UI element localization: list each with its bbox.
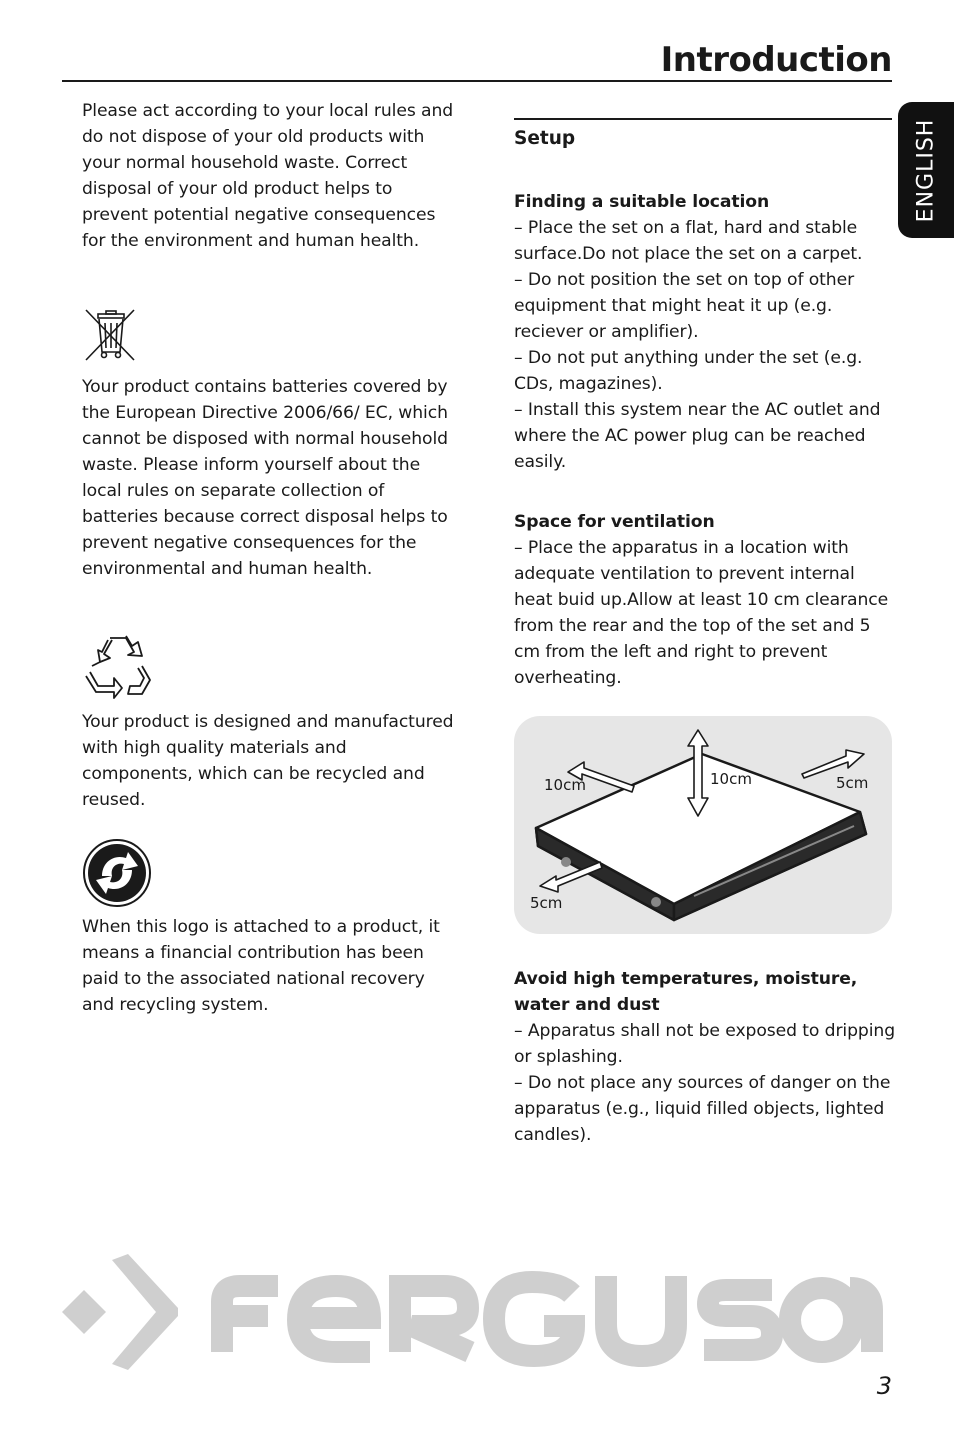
battery-paragraph: Your product contains batteries covered by the European Directive 2006/66/ EC, which cannot be disposed with normal household waste. Please inform yourself about the local rules on separate collection of batteries because correct disposal helps to prevent negative consequences for the environmental and human health.: [82, 377, 448, 579]
page-title: Introduction: [660, 40, 892, 80]
hazards-line: – Do not place any sources of danger on the apparatus (e.g., liquid filled objects, lighted candles).: [514, 1073, 891, 1145]
hazards-section: [514, 966, 896, 1148]
location-line: – Place the set on a flat, hard and stable surface.Do not place the set on a carpet.: [514, 218, 863, 264]
recyclable-paragraph: Your product is designed and manufactured with high quality materials and components, which can be recycled and reused.: [82, 712, 454, 810]
header-divider: [62, 80, 892, 82]
disposal-paragraph: Please act according to your local rules and do not dispose of your old products with your normal household waste. Correct disposal of your old product helps to prevent potential negative consequences for the environment and human health.: [82, 101, 454, 251]
location-section: [514, 189, 896, 475]
language-tab: [898, 102, 954, 238]
crossed-bin-icon: [82, 306, 138, 368]
location-line: – Install this system near the AC outlet and where the AC power plug can be reached easily.: [514, 400, 881, 472]
rear-clearance-label: 10cm: [544, 776, 586, 794]
left-clearance-label: 5cm: [530, 894, 563, 912]
location-line: – Do not position the set on top of other equipment that might heat it up (e.g. reciever or amplifier).: [514, 270, 855, 342]
green-dot-paragraph: When this logo is attached to a product, it means a financial contribution has been paid to the associated national recovery and recycling system.: [82, 917, 440, 1015]
hazards-heading: Avoid high temperatures, moisture, water and dust: [514, 969, 858, 1015]
ferguson-logo: [60, 1252, 894, 1372]
setup-heading: Setup: [514, 128, 576, 149]
right-clearance-label: 5cm: [836, 774, 869, 792]
location-heading: Finding a suitable location: [514, 192, 770, 212]
recycle-icon: [82, 632, 154, 708]
green-dot-icon: [82, 838, 152, 912]
hazards-line: – Apparatus shall not be exposed to dripping or splashing.: [514, 1021, 896, 1067]
ventilation-diagram: [514, 716, 892, 934]
ventilation-text: – Place the apparatus in a location with adequate ventilation to prevent internal heat buid up.Allow at least 10 cm clearance from the rear and the top of the set and 5 cm from the left and right to prevent overheating.: [514, 538, 889, 688]
location-line: – Do not put anything under the set (e.g. CDs, magazines).: [514, 348, 863, 394]
language-tab-label: ENGLISH: [913, 118, 939, 222]
setup-divider: [514, 118, 892, 120]
ventilation-section: [514, 509, 896, 691]
page-number: 3: [876, 1372, 892, 1400]
ventilation-heading: Space for ventilation: [514, 512, 715, 532]
top-clearance-label: 10cm: [710, 770, 752, 788]
